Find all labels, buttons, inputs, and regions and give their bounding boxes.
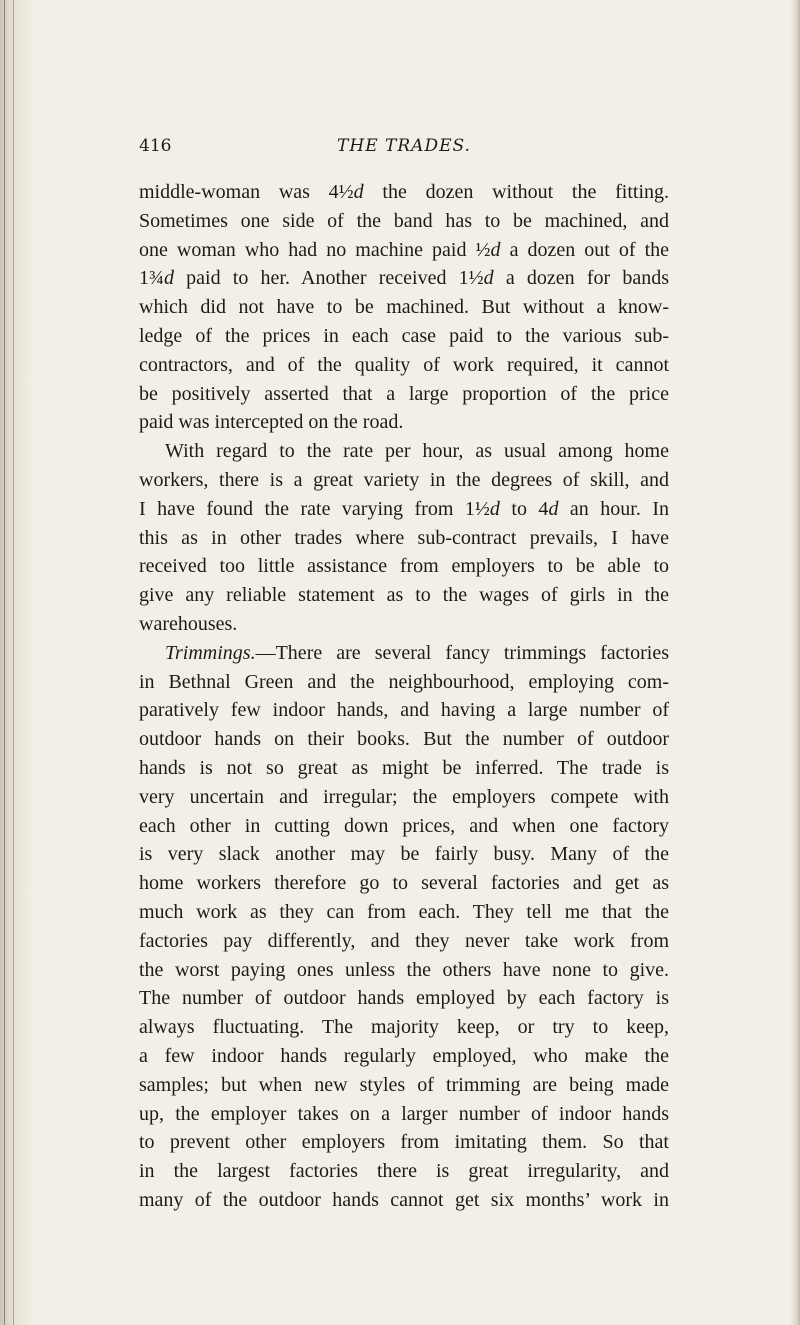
text-line: in the largest factories there is great irregularity, and [139,1160,669,1183]
paragraph-start-line: With regard to the rate per hour, as usual among home [165,440,669,463]
running-head: THE TRADES. [337,136,471,156]
body-text [139,178,669,1215]
text-line: a few indoor hands regularly employed, who make the [139,1044,669,1067]
text-line: this as in other trades where sub-contract prevails, I have [139,526,669,549]
text-line: samples; but when new styles of trimming are being made [139,1073,669,1096]
text-line: warehouses. [139,612,238,635]
text-line: to prevent other employers from imitating them. So that [139,1131,669,1154]
text-line: very uncertain and irregular; the employers compete with [139,785,669,808]
text-line: paid was intercepted on the road. [139,411,404,434]
text-line: hands is not so great as might be inferred. The trade is [139,756,669,779]
text-line: the worst paying ones unless the others have none to give. [139,958,669,981]
text-line: give any reliable statement as to the wages of girls in the [139,584,669,607]
text-line: one woman who had no machine paid ½d a dozen out of the [139,238,670,261]
page-edge [790,0,800,1325]
text-line: is very slack another may be fairly busy. Many of the [139,843,669,866]
text-line: middle-woman was 4½d the dozen without the fitting. [139,181,669,203]
text-line: in Bethnal Green and the neighbourhood, employing com- [139,670,669,693]
text-line: ledge of the prices in each case paid to the various sub- [139,324,669,347]
text-line: 1¾d paid to her. Another received 1½d a dozen for bands [139,267,669,290]
text-line: The number of outdoor hands employed by each factory is [139,987,669,1010]
text-line: I have found the rate varying from 1½d to 4d an hour. In [139,497,670,520]
text-line: be positively asserted that a large proportion of the price [139,382,669,405]
trimmings-heading: Trimmings. [165,641,256,664]
text-line: up, the employer takes on a larger number of indoor hands [139,1102,669,1125]
text-line: Sometimes one side of the band has to be machined, and [139,209,669,232]
trimmings-heading-line: Trimmings.—There are several fancy trimmings factories [165,641,669,664]
text-line: factories pay differently, and they never take work from [139,929,669,952]
text-line: much work as they can from each. They tell me that the [139,900,669,923]
text-line: which did not have to be machined. But without a know- [139,296,669,319]
text-line: workers, there is a great variety in the degrees of skill, and [139,468,669,491]
text-line: paratively few indoor hands, and having a large number of [139,699,669,722]
page-number: 416 [139,136,172,156]
text-line: contractors, and of the quality of work required, it cannot [139,353,669,376]
text-line: many of the outdoor hands cannot get six months’ work in [139,1188,669,1211]
text-line: each other in cutting down prices, and when one factory [139,814,669,837]
book-gutter [0,0,34,1325]
text-line: always fluctuating. The majority keep, or try to keep, [139,1016,669,1039]
text-line: outdoor hands on their books. But the number of outdoor [139,728,669,751]
text-line: received too little assistance from employers to be able to [139,555,669,578]
text-line: home workers therefore go to several factories and get as [139,872,669,895]
